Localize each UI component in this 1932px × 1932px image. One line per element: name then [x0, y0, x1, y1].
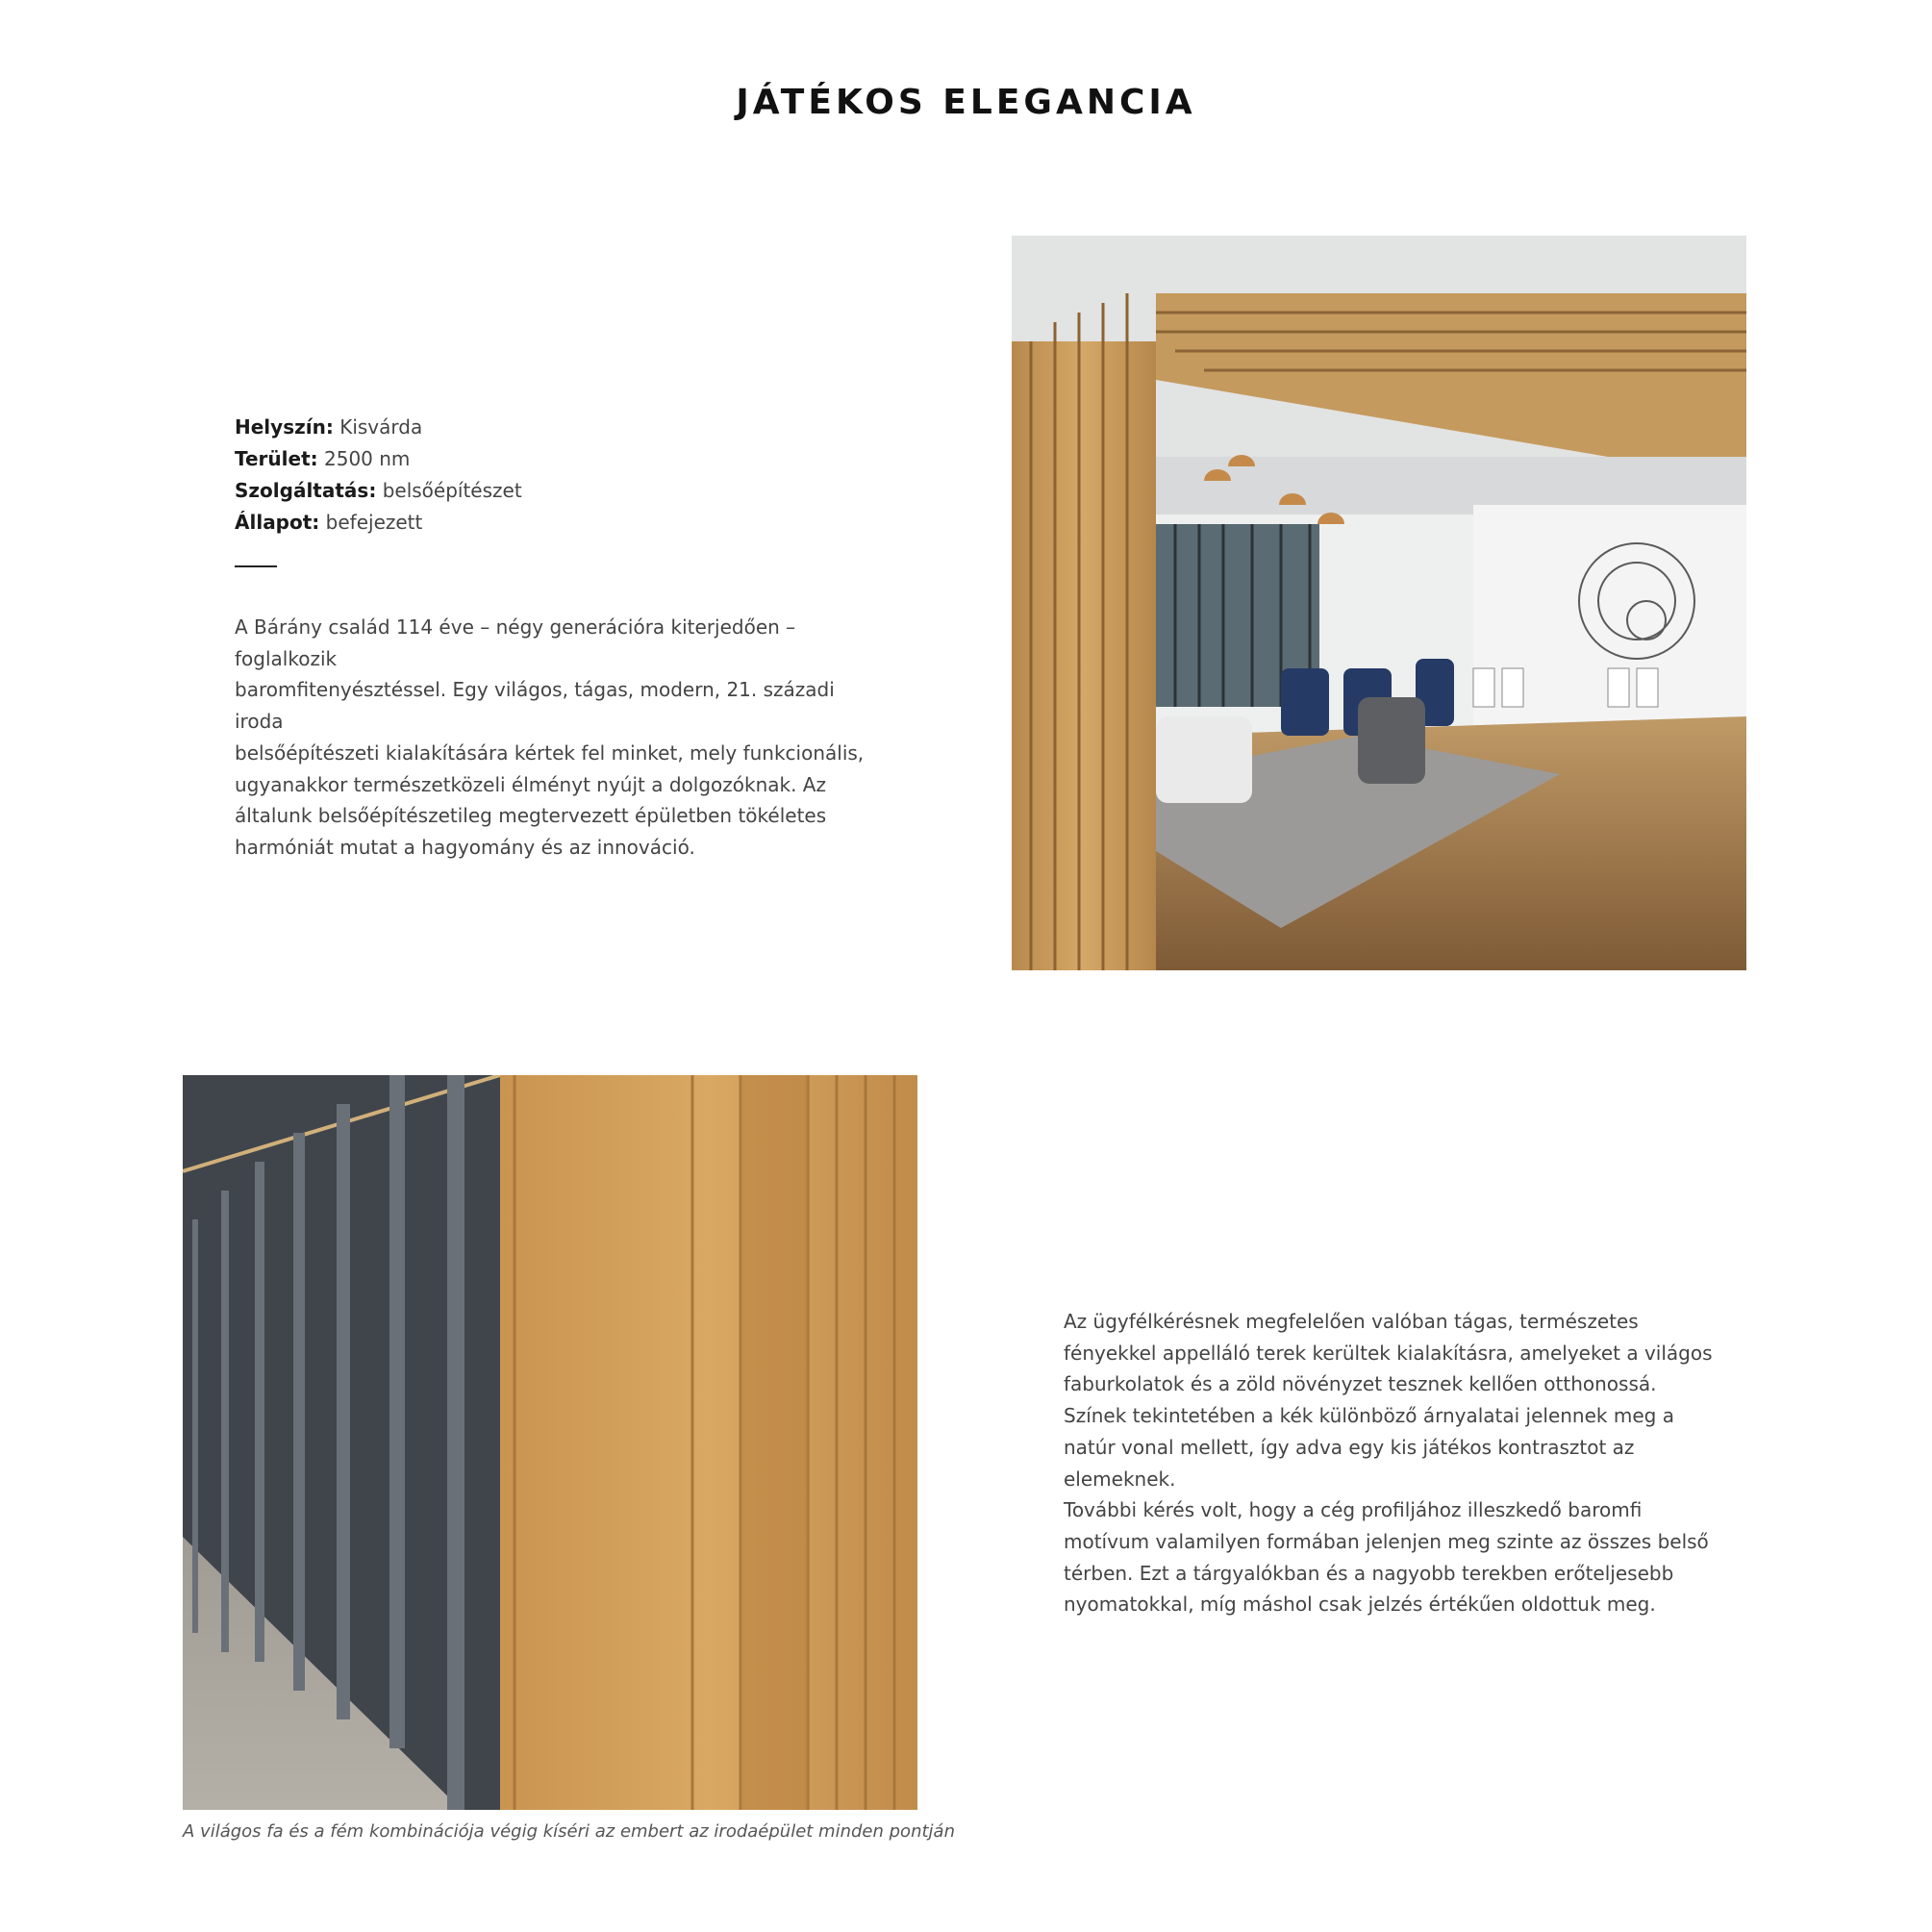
detail-service: Szolgáltatás: belsőépítészet	[235, 479, 522, 502]
project-details	[235, 412, 522, 539]
text-line: További kérés volt, hogy a cég profiljához illeszkedő baromfi	[1064, 1498, 1643, 1522]
text-line: ugyanakkor természetközeli élményt nyújt a dolgozóknak. Az	[235, 772, 826, 796]
page-title: JÁTÉKOS ELEGANCIA	[736, 83, 1196, 122]
text-line: belsőépítészeti kialakítására kértek fel minket, mely funkcionális,	[235, 740, 865, 765]
text-line: faburkolatok és a zöld növényzet tesznek kellően otthonossá.	[1064, 1372, 1657, 1396]
text-line: általunk belsőépítészetileg megtervezett épületben tökéletes	[235, 804, 827, 828]
office-lounge-photo	[1012, 236, 1746, 970]
text-line: térben. Ezt a tárgyalókban és a nagyobb terekben erőteljesebb	[1064, 1561, 1674, 1585]
text-line: motívum valamilyen formában jelenjen meg szinte az összes belső	[1064, 1529, 1709, 1553]
text-line: fényekkel appelláló terek kerültek kialakításra, amelyeket a világos	[1064, 1341, 1713, 1365]
divider	[235, 565, 277, 567]
text-line: Színek tekintetében a kék különböző árnyalatai jelennek meg a	[1064, 1404, 1674, 1428]
text-line: baromfitenyésztéssel. Egy világos, tágas, modern, 21. századi iroda	[235, 678, 835, 734]
text-line: Az ügyfélkérésnek megfelelően valóban tágas, természetes	[1064, 1310, 1639, 1333]
text-line: harmóniát mutat a hagyomány és az innováció.	[235, 835, 695, 859]
text-line: elemeknek.	[1064, 1467, 1176, 1491]
detail-location: Helyszín: Kisvárda	[235, 415, 423, 439]
detail-area: Terület: 2500 nm	[235, 447, 411, 470]
detail-status: Állapot: befejezett	[235, 511, 423, 534]
text-line: natúr vonal mellett, így adva egy kis játékos kontrasztot az	[1064, 1435, 1635, 1459]
photo-caption: A világos fa és a fém kombinációja végig kíséri az embert az irodaépület minden pontján	[183, 1821, 955, 1842]
wood-metal-corridor-photo	[183, 1075, 917, 1810]
text-line: A Bárány család 114 éve – négy generációra kiterjedően – foglalkozik	[235, 615, 796, 670]
text-line: nyomatokkal, míg máshol csak jelzés értékűen oldottuk meg.	[1064, 1593, 1656, 1617]
detail-paragraph	[1064, 1306, 1718, 1620]
intro-paragraph	[235, 612, 889, 864]
